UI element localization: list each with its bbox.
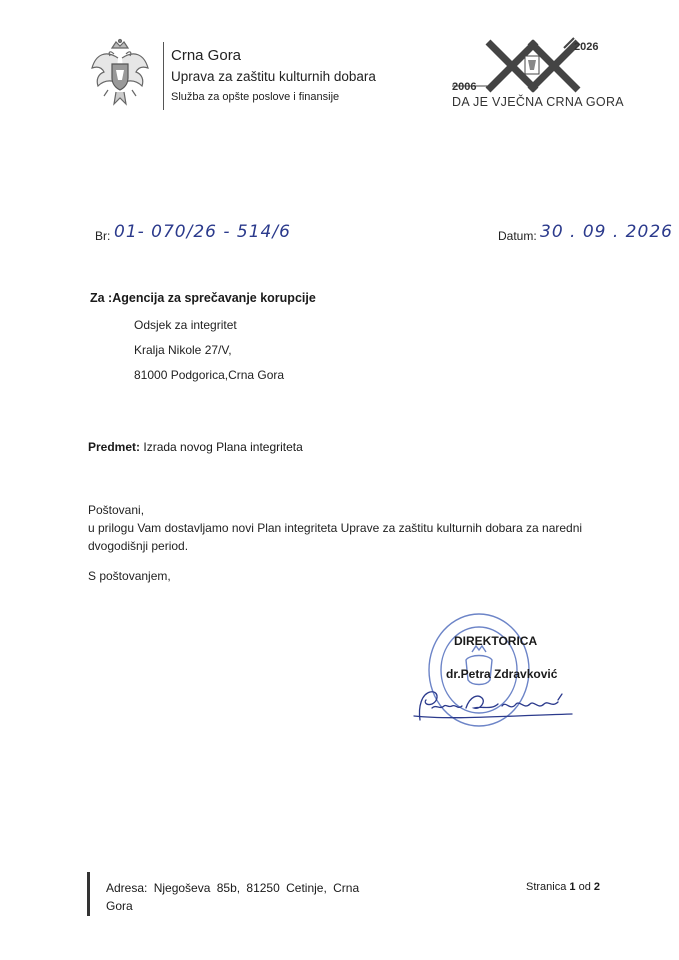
date-label: Datum: (498, 229, 537, 243)
header-divider (163, 42, 164, 110)
subject-text: Izrada novog Plana integriteta (143, 440, 303, 454)
body-paragraph-line1: u prilogu Vam dostavljamo novi Plan integriteta Uprave za zaštitu kulturnih dobara za naredni (88, 521, 583, 535)
page-total: 2 (593, 881, 601, 893)
footer-address-line1: Adresa: Njegoševa 85b, 81250 Cetinje, Crna (106, 881, 360, 895)
reference-label: Br: (95, 229, 111, 243)
jubilee-motto: DA JE VJEČNA CRNA GORA (452, 95, 624, 109)
recipient-city: 81000 Podgorica,Crna Gora (134, 368, 285, 382)
handwritten-signature-icon (412, 686, 582, 726)
page-separator: od (578, 881, 591, 893)
body-paragraph-line2: dvogodišnji period. (88, 539, 189, 553)
recipient-heading: Za :Agencija za sprečavanje korupcije (90, 291, 316, 305)
page-number (526, 881, 600, 893)
jubilee-year-start: 2006 (452, 81, 477, 93)
coat-of-arms-icon (88, 38, 152, 110)
recipient-street: Kralja Nikole 27/V, (134, 343, 232, 357)
reference-number: 01- 070/26 - 514/6 (114, 222, 291, 242)
org-department: Služba za opšte poslove i finansije (171, 91, 340, 103)
page-current: 1 (569, 881, 576, 893)
page-prefix: Stranica (526, 881, 567, 893)
subject-line (88, 440, 303, 454)
greeting: Poštovani, (88, 503, 145, 517)
signatory-title: DIREKTORICA (454, 634, 538, 648)
subject-label: Predmet: (88, 440, 141, 454)
recipient-department: Odsjek za integritet (134, 318, 237, 332)
footer-divider (87, 872, 90, 916)
org-country: Crna Gora (171, 47, 242, 64)
footer-address-line2: Gora (106, 899, 133, 913)
jubilee-year-end: 2026 (574, 41, 599, 53)
org-name: Uprava za zaštitu kulturnih dobara (171, 69, 376, 84)
signatory-name: dr.Petra Zdravković (446, 667, 558, 681)
closing: S poštovanjem, (88, 569, 171, 583)
date-value: 30 . 09 . 2026 (540, 222, 673, 242)
